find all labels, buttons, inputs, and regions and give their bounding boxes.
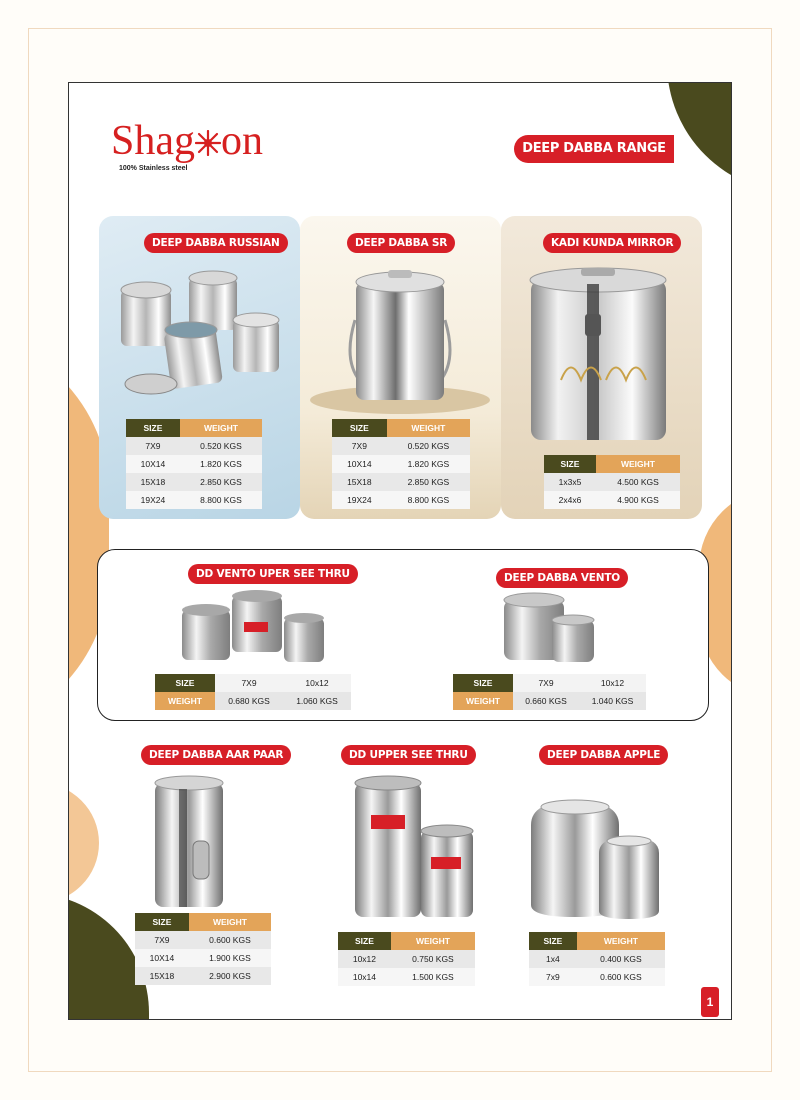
brand-logo <box>111 119 263 172</box>
upper-see-thru-containers-image <box>351 771 481 921</box>
weight-cell: 1.820 KGS <box>387 455 470 473</box>
size-cell: 7X9 <box>215 674 283 692</box>
size-cell: 7X9 <box>513 674 579 692</box>
spec-table-russian <box>126 419 262 509</box>
russian-containers-image <box>99 256 299 426</box>
size-cell: 19X24 <box>126 491 180 509</box>
weight-header: WEIGHT <box>577 932 665 950</box>
aar-paar-container-image <box>151 773 231 913</box>
spec-table-upper-see-thru <box>338 932 475 986</box>
product-title: DD VENTO UPER SEE THRU <box>188 564 358 584</box>
vento-uper-containers-image <box>176 590 326 666</box>
weight-cell: 4.500 KGS <box>596 473 680 491</box>
weight-cell: 1.060 KGS <box>283 692 351 710</box>
size-cell: 7x9 <box>529 968 577 986</box>
spec-table-vento <box>453 674 646 710</box>
page-number: 1 <box>701 987 719 1017</box>
size-header: SIZE <box>544 455 596 473</box>
product-title: DEEP DABBA SR <box>347 233 455 253</box>
kadi-kunda-image <box>501 260 701 450</box>
olive-corner-decoration <box>667 82 732 193</box>
size-header: SIZE <box>338 932 391 950</box>
size-header: SIZE <box>126 419 180 437</box>
size-header: SIZE <box>529 932 577 950</box>
vento-section <box>97 549 709 721</box>
size-cell: 7X9 <box>126 437 180 455</box>
weight-cell: 8.800 KGS <box>387 491 470 509</box>
size-header: SIZE <box>332 419 387 437</box>
catalog-page <box>68 82 732 1020</box>
size-cell: 10x12 <box>283 674 351 692</box>
product-title: DEEP DABBA APPLE <box>539 745 668 765</box>
weight-cell: 0.400 KGS <box>577 950 665 968</box>
size-cell: 19X24 <box>332 491 387 509</box>
size-cell: 15X18 <box>126 473 180 491</box>
size-cell: 7X9 <box>135 931 189 949</box>
size-cell: 10X14 <box>332 455 387 473</box>
weight-cell: 0.600 KGS <box>189 931 271 949</box>
brand-wordmark: Shag on <box>111 118 263 164</box>
size-cell: 10x14 <box>338 968 391 986</box>
weight-cell: 2.850 KGS <box>387 473 470 491</box>
card-deep-dabba-sr <box>300 216 501 519</box>
spec-table-vento-uper <box>155 674 351 710</box>
weight-cell: 2.900 KGS <box>189 967 271 985</box>
size-cell: 10X14 <box>135 949 189 967</box>
size-cell: 7X9 <box>332 437 387 455</box>
weight-header: WEIGHT <box>387 419 470 437</box>
weight-cell: 1.040 KGS <box>579 692 646 710</box>
sr-container-image <box>300 260 500 420</box>
weight-header: WEIGHT <box>596 455 680 473</box>
size-cell: 10x12 <box>338 950 391 968</box>
product-title: DEEP DABBA AAR PAAR <box>141 745 291 765</box>
sun-icon <box>195 130 221 156</box>
brand-tagline: 100% Stainless steel <box>119 165 188 172</box>
weight-cell: 0.520 KGS <box>387 437 470 455</box>
size-cell: 10X14 <box>126 455 180 473</box>
weight-cell: 1.900 KGS <box>189 949 271 967</box>
card-kadi-kunda-mirror <box>501 216 702 519</box>
size-label: SIZE <box>453 674 513 692</box>
size-cell: 15X18 <box>332 473 387 491</box>
spec-table-aar-paar <box>135 913 271 985</box>
weight-cell: 0.660 KGS <box>513 692 579 710</box>
size-cell: 1x3x5 <box>544 473 596 491</box>
weight-cell: 1.820 KGS <box>180 455 262 473</box>
weight-header: WEIGHT <box>189 913 271 931</box>
size-cell: 15X18 <box>135 967 189 985</box>
weight-cell: 0.750 KGS <box>391 950 475 968</box>
weight-header: WEIGHT <box>391 932 475 950</box>
size-cell: 2x4x6 <box>544 491 596 509</box>
spec-table-apple <box>529 932 665 986</box>
weight-cell: 0.600 KGS <box>577 968 665 986</box>
product-title: KADI KUNDA MIRROR <box>543 233 681 253</box>
peach-bottom-left-decoration <box>68 783 99 903</box>
spec-table-kadi <box>544 455 680 509</box>
product-title: DEEP DABBA RUSSIAN <box>144 233 288 253</box>
weight-cell: 1.500 KGS <box>391 968 475 986</box>
weight-cell: 2.850 KGS <box>180 473 262 491</box>
card-deep-dabba-russian <box>99 216 300 519</box>
size-cell: 10x12 <box>579 674 646 692</box>
size-header: SIZE <box>135 913 189 931</box>
product-title: DD UPPER SEE THRU <box>341 745 476 765</box>
weight-cell: 8.800 KGS <box>180 491 262 509</box>
product-title: DEEP DABBA VENTO <box>496 568 628 588</box>
weight-cell: 0.680 KGS <box>215 692 283 710</box>
size-cell: 1x4 <box>529 950 577 968</box>
weight-cell: 4.900 KGS <box>596 491 680 509</box>
vento-containers-image <box>500 592 600 666</box>
spec-table-sr <box>332 419 470 509</box>
weight-cell: 0.520 KGS <box>180 437 262 455</box>
range-title-badge: DEEP DABBA RANGE <box>514 135 674 163</box>
apple-containers-image <box>525 795 675 925</box>
weight-label: WEIGHT <box>155 692 215 710</box>
weight-header: WEIGHT <box>180 419 262 437</box>
weight-label: WEIGHT <box>453 692 513 710</box>
size-label: SIZE <box>155 674 215 692</box>
